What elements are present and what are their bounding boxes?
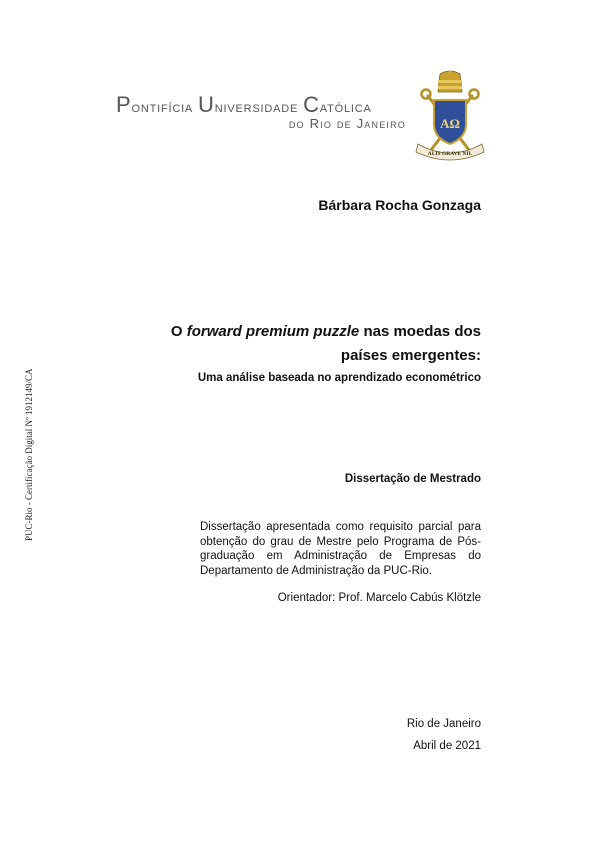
university-name-line1 <box>116 92 406 118</box>
place: Rio de Janeiro <box>406 718 481 730</box>
dissertation-description: Dissertação apresentada como requisito parcial para obtenção do grau de Mestre pelo Programa de Pós-graduação em Administração de Empresas do Departamento de Administração da PUC-Rio. <box>200 521 481 577</box>
initial-c: C <box>303 92 320 117</box>
shield-letters: ΑΩ <box>440 116 460 131</box>
initial-p: P <box>116 92 132 117</box>
title-suffix: nas moedas dos países emergentes: <box>340 323 481 364</box>
degree-type: Dissertação de Mestrado <box>344 473 481 485</box>
banner-text: ALIS GRAVE NIL <box>427 151 473 157</box>
author-name: Bárbara Rocha Gonzaga <box>318 197 481 213</box>
thesis-subtitle: Uma análise baseada no aprendizado econométrico <box>197 372 481 384</box>
date: Abril de 2021 <box>413 740 481 752</box>
word-pontificia: ontifícia <box>131 99 194 116</box>
university-name <box>116 92 406 131</box>
university-crest-icon <box>414 70 486 162</box>
initial-u: U <box>198 92 215 117</box>
university-name-line2: do Rio de Janeiro <box>288 116 406 131</box>
advisor: Orientador: Prof. Marcelo Cabús Klötzle <box>277 592 481 604</box>
tiara-icon <box>438 71 462 93</box>
title-italic-term: forward premium puzzle <box>186 323 360 340</box>
word-catolica: atólica <box>319 99 372 116</box>
thesis-title <box>151 320 481 368</box>
word-universidade: niversidade <box>214 99 299 116</box>
certification-side-stamp: PUC-Rio - Certificação Digital Nº 1912149/CA <box>24 368 34 541</box>
title-prefix: O <box>170 323 187 340</box>
